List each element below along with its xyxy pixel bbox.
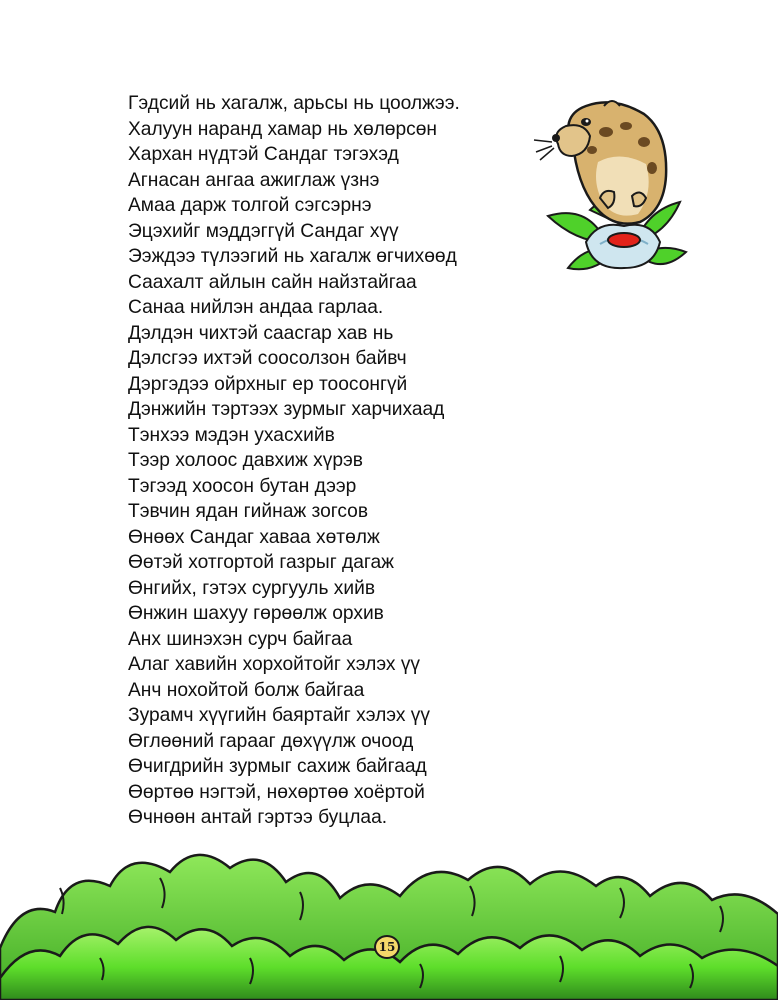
poem-line: Тээр холоос давхиж хүрэв (128, 450, 363, 471)
poem-line: Тэгээд хоосон бутан дээр (128, 475, 357, 497)
poem-line: Ээждээ түлээгий нь хагалж өгчихөөд (128, 246, 457, 267)
poem-line: Дэлсгээ ихтэй соосолзон байвч (128, 348, 407, 369)
poem-line: Халуун наранд хамар нь хөлөрсөн (128, 118, 438, 140)
poem-line: Өглөөний гарааг дөхүүлж очоод (128, 730, 414, 752)
poem-line: Өчнөөн антай гэртээ буцлаа. (128, 807, 388, 828)
poem-line: Анч нохойтой болж байгаа (128, 679, 365, 701)
poem-line: Эцэхийг мэддэггүй Сандаг хүү (128, 220, 399, 242)
poem-line: Өчигдрийн зурмыг сахиж байгаад (128, 756, 427, 777)
poem-line: Тэвчин ядан гийнаж зогсов (128, 501, 369, 522)
page-number: 15 (374, 935, 400, 959)
poem-line: Агнасан ангаа ажиглаж үзнэ (128, 169, 380, 191)
poem-line: Дэргэдээ ойрхныг ер тоосонгүй (128, 373, 408, 395)
poem-line: Санаа нийлэн андаа гарлаа. (128, 297, 384, 318)
poem-line: Тэнхээ мэдэн ухасхийв (128, 424, 335, 446)
poem-line: Өөтэй хотгортой газрыг дагаж (128, 552, 394, 573)
grass-border (0, 828, 778, 1000)
poem-line: Саахалт айлын сайн найзтайгаа (128, 271, 417, 293)
poem-line: Зурамч хүүгийн баяртайг хэлэх үү (128, 705, 430, 726)
poem-line: Хархан нүдтэй Сандаг тэгэхэд (128, 144, 399, 165)
poem-line: Өнөөх Сандаг хаваа хөтөлж (128, 526, 380, 548)
marmot-on-flower-icon (528, 92, 700, 288)
poem-line: Дэнжийн тэртээх зурмыг харчихаад (128, 399, 445, 420)
poem-line: Дэлдэн чихтэй саасгар хав нь (128, 322, 394, 344)
poem-line: Өнжин шахуу гөрөөлж орхив (128, 603, 384, 624)
poem-line: Өөртөө нэгтэй, нөхөртөө хоёртой (128, 781, 425, 803)
poem-line: Алаг хавийн хорхойтойг хэлэх үү (128, 654, 421, 675)
poem-text (128, 91, 548, 831)
poem-line: Гэдсий нь хагалж, арьсы нь цоолжээ. (128, 93, 460, 114)
poem-line: Анх шинэхэн сурч байгаа (128, 628, 353, 650)
poem-line: Амаа дарж толгой сэгсэрнэ (128, 195, 372, 216)
poem-line: Өнгийх, гэтэх сургууль хийв (128, 577, 376, 599)
